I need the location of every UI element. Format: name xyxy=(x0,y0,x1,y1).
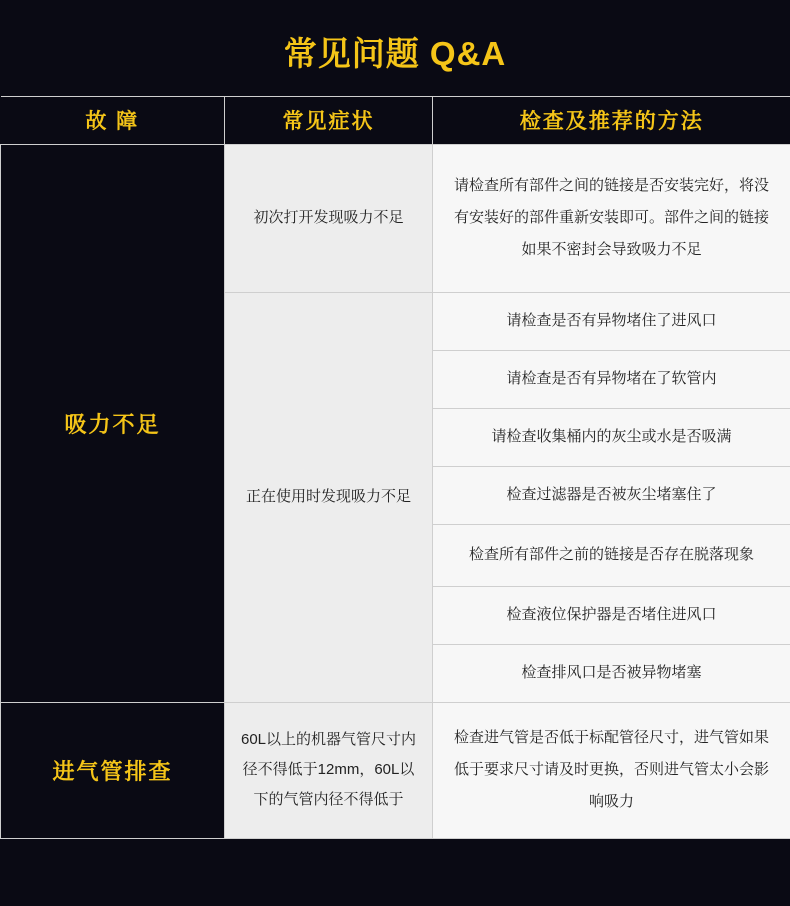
action-item: 请检查是否有异物堵住了进风口 xyxy=(433,292,790,350)
action-item: 检查进气管是否低于标配管径尺寸，进气管如果低于要求尺寸请及时更换，否则进气管太小会影响吸力 xyxy=(433,702,790,838)
column-header-symptom: 常见症状 xyxy=(225,96,433,144)
column-header-action: 检查及推荐的方法 xyxy=(433,96,790,144)
action-item: 检查过滤器是否被灰尘堵塞住了 xyxy=(433,466,790,524)
action-item: 检查排风口是否被异物堵塞 xyxy=(433,644,790,702)
symptom-during-use: 正在使用时发现吸力不足 xyxy=(225,292,433,702)
table-header-row xyxy=(1,96,790,144)
action-item: 检查液位保护器是否堵住进风口 xyxy=(433,586,790,644)
table-row xyxy=(1,702,790,838)
action-item: 请检查收集桶内的灰尘或水是否吸满 xyxy=(433,408,790,466)
action-item: 请检查所有部件之间的链接是否安装完好，将没有安装好的部件重新安装即可。部件之间的链接如果不密封会导致吸力不足 xyxy=(433,144,790,292)
table-row xyxy=(1,144,790,292)
fault-category-intake: 进气管排查 xyxy=(1,702,225,838)
symptom-first-use: 初次打开发现吸力不足 xyxy=(225,144,433,292)
faq-table xyxy=(0,96,790,839)
page-title: 常见问题 Q&A xyxy=(283,35,507,72)
action-item: 请检查是否有异物堵在了软管内 xyxy=(433,350,790,408)
symptom-hose-size: 60L以上的机器气管尺寸内径不得低于12mm，60L以下的气管内径不得低于 xyxy=(225,702,433,838)
action-item: 检查所有部件之前的链接是否存在脱落现象 xyxy=(433,524,790,586)
fault-category-suction: 吸力不足 xyxy=(1,144,225,702)
column-header-fault: 故 障 xyxy=(1,96,225,144)
